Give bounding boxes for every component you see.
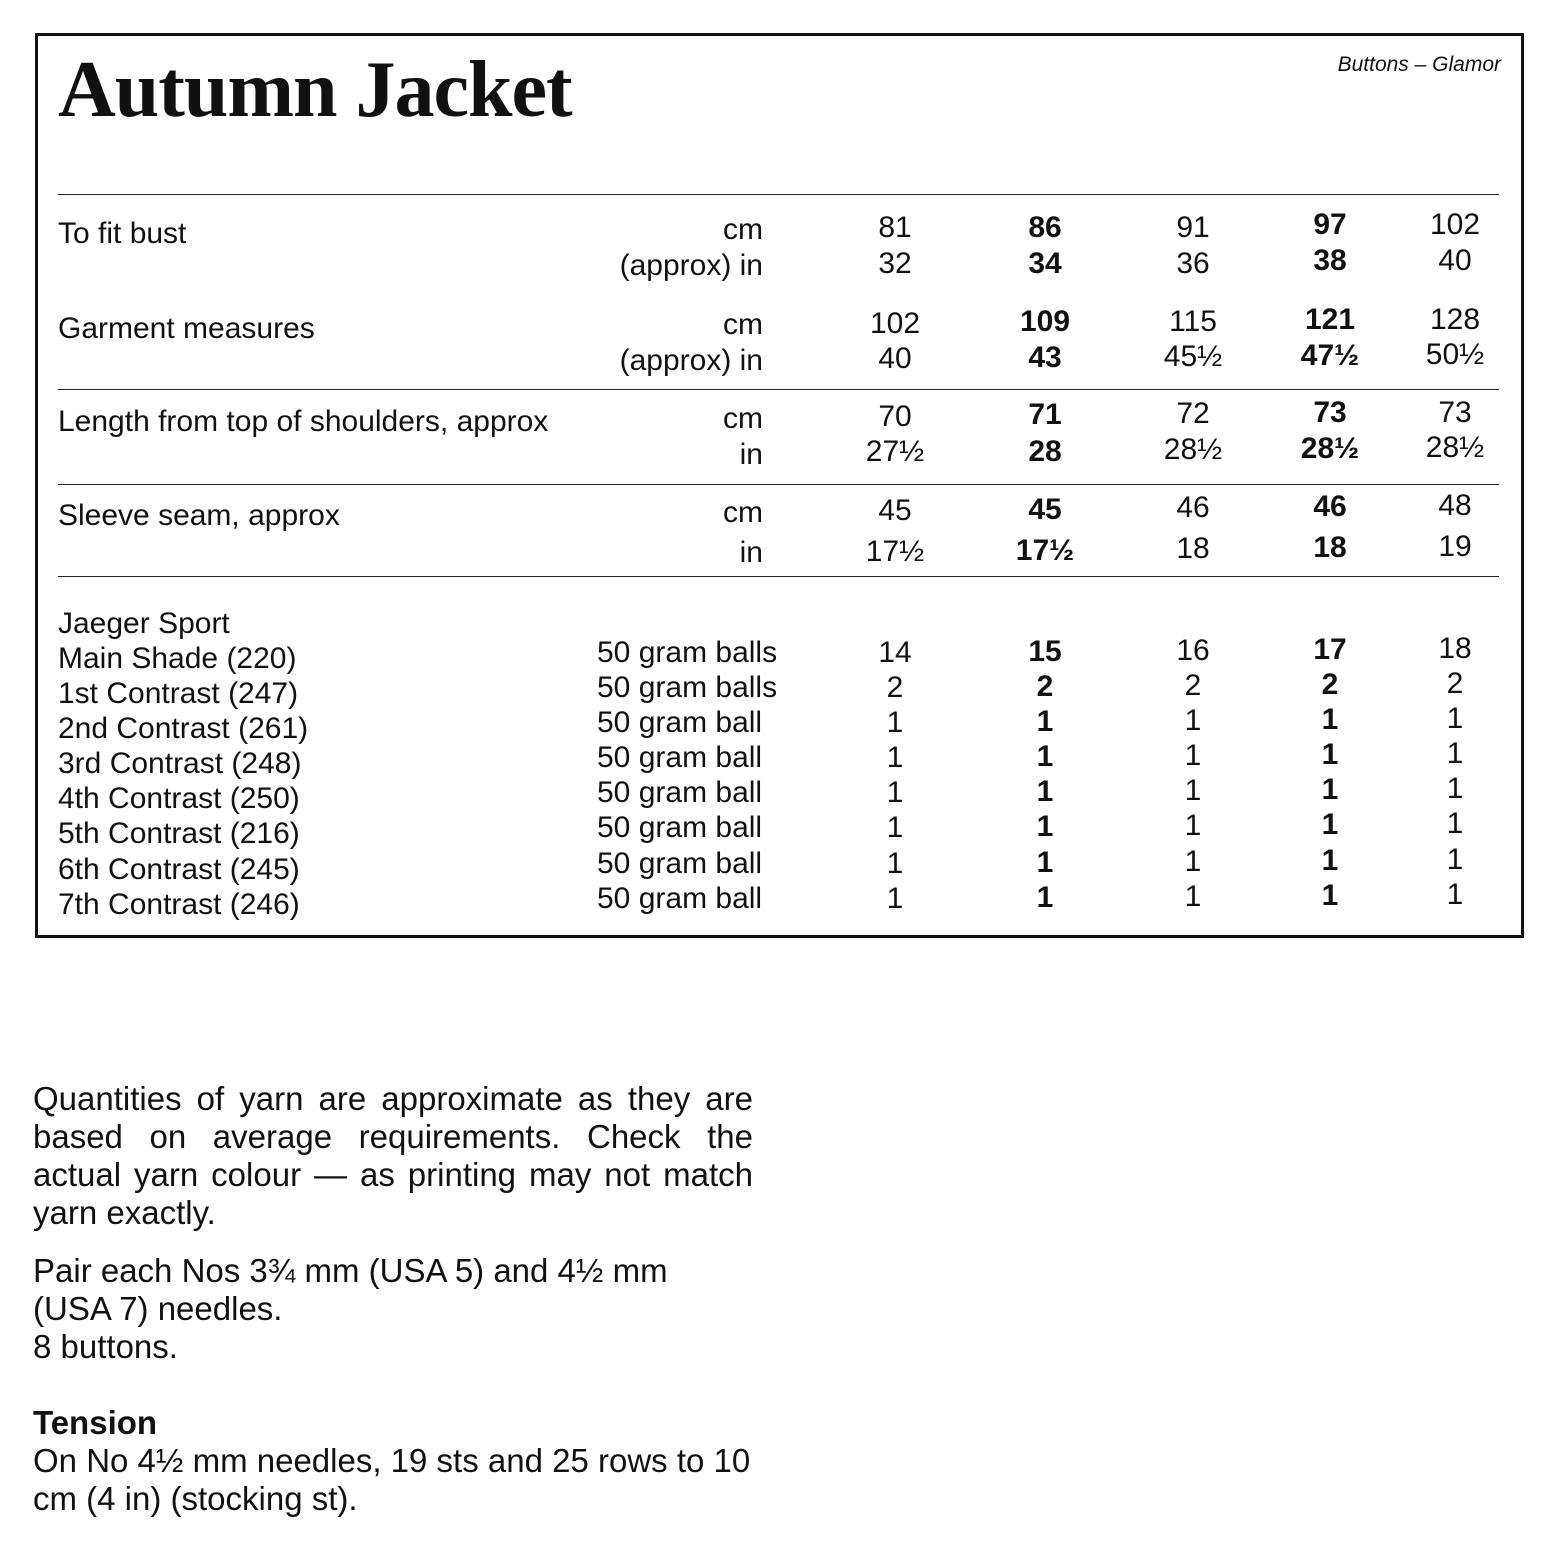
yarn-qty: 1	[886, 811, 904, 844]
yarn-unit: 50 gram ball	[597, 706, 763, 739]
unit-cm: cm	[723, 308, 763, 341]
yarn-qty: 1	[1446, 807, 1464, 840]
yarn-qty: 1	[886, 882, 904, 915]
yarn-qty: 15	[1028, 635, 1062, 668]
yarn-qty: 1	[1184, 880, 1202, 913]
yarn-qty: 17	[1313, 633, 1347, 666]
unit-in: in	[739, 438, 763, 471]
quantities-paragraph: Quantities of yarn are approximate as they are based on average requirements. Check the actual yarn colour — as printing may not match yarn exactly.	[33, 1080, 753, 1231]
size-value: 109	[1019, 305, 1071, 338]
yarn-qty: 2	[1446, 667, 1464, 700]
size-value: 128	[1429, 303, 1481, 336]
size-value: 28½	[1300, 432, 1360, 465]
yarn-qty: 1	[1036, 705, 1054, 738]
yarn-qty: 1	[1321, 879, 1339, 912]
measure-label-bust: To fit bust	[58, 217, 187, 250]
size-value: 91	[1176, 211, 1210, 244]
buttons-note: Buttons – Glamor	[1337, 53, 1501, 76]
yarn-qty: 2	[1321, 668, 1339, 701]
needles-paragraph: Pair each Nos 3¾ mm (USA 5) and 4½ mm (USA 7) needles.	[33, 1252, 668, 1327]
yarn-label: 6th Contrast (245)	[58, 853, 300, 886]
size-value: 45	[878, 494, 912, 527]
size-value: 86	[1028, 211, 1062, 244]
yarn-qty: 1	[1321, 703, 1339, 736]
size-value: 121	[1304, 303, 1356, 336]
measure-label-sleeve: Sleeve seam, approx	[58, 499, 340, 532]
unit-in: in	[739, 536, 763, 569]
yarn-qty: 1	[1321, 738, 1339, 771]
size-value: 47½	[1300, 339, 1360, 372]
yarn-qty: 1	[1321, 773, 1339, 806]
unit-cm: cm	[723, 213, 763, 246]
size-value: 40	[1438, 244, 1472, 277]
size-value: 28	[1028, 435, 1062, 468]
yarn-qty: 1	[1036, 810, 1054, 843]
yarn-qty: 1	[1184, 704, 1202, 737]
unit-cm: cm	[723, 496, 763, 529]
size-value: 45½	[1163, 340, 1223, 373]
yarn-qty: 1	[1184, 739, 1202, 772]
yarn-qty: 1	[1321, 808, 1339, 841]
yarn-qty: 1	[886, 741, 904, 774]
size-value: 38	[1313, 244, 1347, 277]
yarn-qty: 2	[1184, 669, 1202, 702]
yarn-qty: 1	[1184, 845, 1202, 878]
pattern-title: Autumn Jacket	[58, 46, 572, 134]
size-value: 70	[878, 400, 912, 433]
yarn-qty: 1	[886, 776, 904, 809]
size-value: 46	[1313, 490, 1347, 523]
yarn-qty: 1	[1446, 843, 1464, 876]
yarn-label: Main Shade (220)	[58, 642, 297, 675]
size-value: 46	[1176, 491, 1210, 524]
size-value: 102	[1429, 208, 1481, 241]
yarn-label: 2nd Contrast (261)	[58, 712, 309, 745]
yarn-qty: 1	[1321, 844, 1339, 877]
size-value: 45	[1028, 493, 1062, 526]
measure-label-garment: Garment measures	[58, 312, 315, 345]
yarn-qty: 1	[1184, 809, 1202, 842]
yarn-unit: 50 gram ball	[597, 847, 763, 880]
size-value: 19	[1438, 530, 1472, 563]
size-value: 34	[1028, 247, 1062, 280]
yarn-qty: 1	[1184, 774, 1202, 807]
tension-heading: Tension	[33, 1404, 158, 1441]
yarn-qty: 1	[886, 706, 904, 739]
yarn-qty: 1	[1036, 846, 1054, 879]
yarn-qty: 1	[1036, 740, 1054, 773]
yarn-label: 4th Contrast (250)	[58, 782, 300, 815]
size-value: 32	[878, 247, 912, 280]
yarn-qty: 1	[1036, 881, 1054, 914]
size-value: 50½	[1425, 338, 1485, 371]
yarn-qty: 1	[1036, 775, 1054, 808]
size-value: 40	[878, 342, 912, 375]
divider	[58, 576, 1499, 577]
yarn-qty: 16	[1176, 634, 1210, 667]
divider	[58, 484, 1499, 485]
yarn-qty: 2	[1036, 670, 1054, 703]
unit-in: (approx) in	[619, 344, 763, 377]
measure-label-length: Length from top of shoulders, approx	[58, 405, 549, 438]
size-value: 71	[1028, 398, 1062, 431]
tension-paragraph: On No 4½ mm needles, 19 sts and 25 rows to 10 cm (4 in) (stocking st).	[33, 1442, 751, 1517]
yarn-qty: 18	[1438, 632, 1472, 665]
yarn-qty: 1	[1446, 772, 1464, 805]
yarn-label: 3rd Contrast (248)	[58, 747, 302, 780]
size-value: 97	[1313, 208, 1347, 241]
notes-needles	[33, 1252, 753, 1366]
size-value: 73	[1438, 396, 1472, 429]
size-value: 43	[1028, 341, 1062, 374]
yarn-unit: 50 gram ball	[597, 776, 763, 809]
size-value: 48	[1438, 489, 1472, 522]
yarn-heading: Jaeger Sport	[58, 607, 230, 640]
size-value: 81	[878, 211, 912, 244]
size-value: 72	[1176, 397, 1210, 430]
size-value: 73	[1313, 396, 1347, 429]
divider	[58, 389, 1499, 390]
size-value: 28½	[1425, 431, 1485, 464]
yarn-qty: 1	[886, 847, 904, 880]
yarn-qty: 2	[886, 671, 904, 704]
size-value: 102	[869, 307, 921, 340]
yarn-qty: 1	[1446, 702, 1464, 735]
size-value: 17½	[865, 535, 925, 568]
yarn-unit: 50 gram balls	[597, 671, 778, 704]
yarn-label: 7th Contrast (246)	[58, 888, 300, 921]
yarn-label: 1st Contrast (247)	[58, 677, 299, 710]
yarn-unit: 50 gram ball	[597, 882, 763, 915]
size-value: 18	[1313, 531, 1347, 564]
buttons-paragraph: 8 buttons.	[33, 1328, 178, 1365]
divider	[58, 194, 1499, 195]
size-value: 28½	[1163, 433, 1223, 466]
yarn-qty: 1	[1446, 737, 1464, 770]
unit-cm: cm	[723, 402, 763, 435]
yarn-unit: 50 gram ball	[597, 811, 763, 844]
size-value: 17½	[1015, 534, 1075, 567]
unit-in: (approx) in	[619, 249, 763, 282]
yarn-label: 5th Contrast (216)	[58, 817, 300, 850]
yarn-unit: 50 gram ball	[597, 741, 763, 774]
yarn-qty: 1	[1446, 878, 1464, 911]
notes-tension	[33, 1404, 753, 1518]
notes-quantities	[33, 1080, 753, 1232]
yarn-unit: 50 gram balls	[597, 636, 778, 669]
size-value: 27½	[865, 435, 925, 468]
size-value: 36	[1176, 247, 1210, 280]
size-value: 18	[1176, 532, 1210, 565]
yarn-qty: 14	[878, 636, 912, 669]
size-value: 115	[1169, 305, 1217, 338]
